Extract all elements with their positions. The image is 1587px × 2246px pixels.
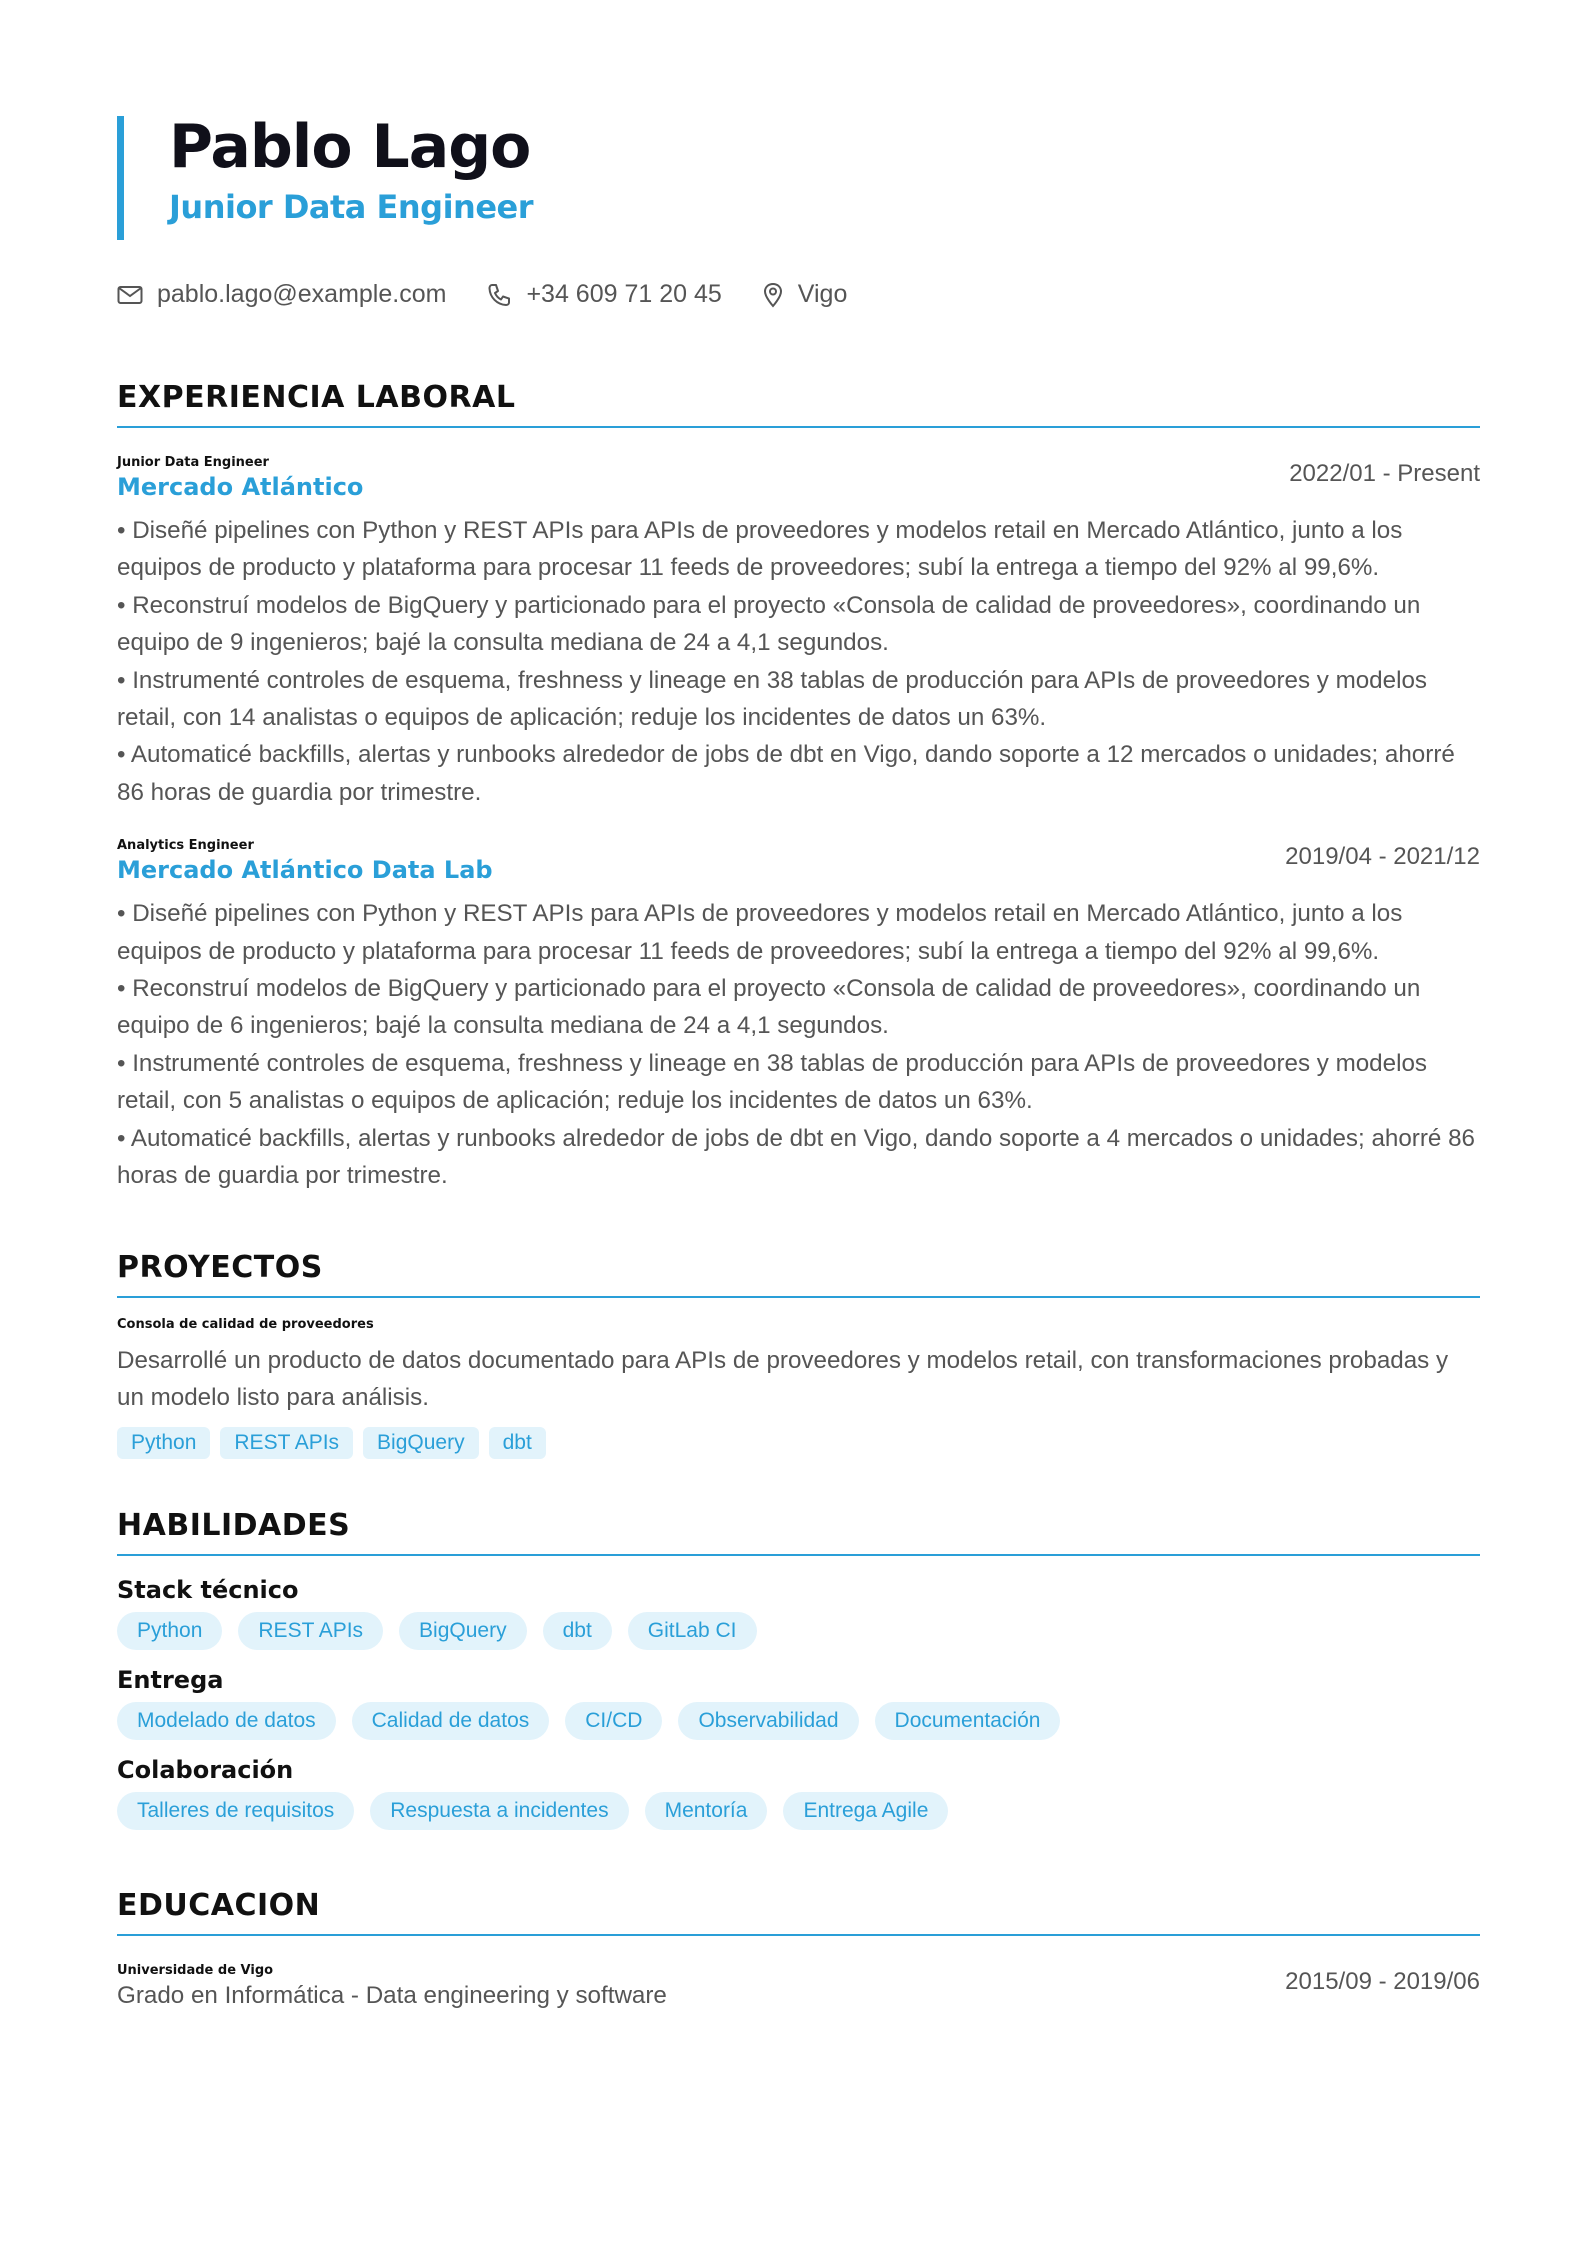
job-company: Mercado Atlántico Data Lab xyxy=(117,856,493,885)
project-tag: dbt xyxy=(489,1427,546,1459)
projects-title: PROYECTOS xyxy=(117,1248,1480,1298)
skill-group-title: Stack técnico xyxy=(117,1576,299,1604)
education-dates: 2015/09 - 2019/06 xyxy=(1285,1968,1480,1995)
contact-bar xyxy=(117,280,887,309)
project-tag: BigQuery xyxy=(363,1427,479,1459)
education-title: EDUCACION xyxy=(117,1886,1480,1936)
job-bullets xyxy=(117,512,1480,811)
skill-chip: Talleres de requisitos xyxy=(117,1792,354,1830)
resume-header xyxy=(117,112,534,240)
experience-section xyxy=(117,378,1480,1195)
skill-group xyxy=(117,1754,1480,1830)
job-role: Analytics Engineer xyxy=(117,838,254,854)
phone-icon xyxy=(486,282,512,308)
mail-icon xyxy=(117,285,143,305)
skill-chip: GitLab CI xyxy=(628,1612,757,1650)
candidate-name: Pablo Lago xyxy=(169,112,531,182)
skills-section xyxy=(117,1506,1480,1830)
skill-chips xyxy=(117,1702,1480,1740)
project-tag: REST APIs xyxy=(220,1427,353,1459)
contact-phone[interactable] xyxy=(486,280,721,309)
skills-title: HABILIDADES xyxy=(117,1506,1480,1556)
skill-group-title: Colaboración xyxy=(117,1756,294,1784)
skill-chip: dbt xyxy=(543,1612,612,1650)
map-pin-icon xyxy=(762,282,784,308)
education-degree: Grado en Informática - Data engineering y software xyxy=(117,1982,667,2009)
job-bullet: • Reconstruí modelos de BigQuery y particionado para el proyecto «Consola de calidad de proveedores», coordinando un equipo de 9 ingenieros; bajé la consulta mediana de 24 a 4,1 segundos. xyxy=(117,591,1421,657)
project-name: Consola de calidad de proveedores xyxy=(117,1317,374,1332)
skill-chips xyxy=(117,1792,1480,1830)
contact-email-text: pablo.lago@example.com xyxy=(157,280,447,308)
job-dates: 2022/01 - Present xyxy=(1289,460,1480,487)
skill-chip: Entrega Agile xyxy=(783,1792,948,1830)
project-tags xyxy=(117,1427,1480,1459)
job-bullet: • Automaticé backfills, alertas y runbooks alrededor de jobs de dbt en Vigo, dando soporte a 12 mercados o unidades; ahorré 86 horas de guardia por trimestre. xyxy=(117,741,1455,806)
contact-location xyxy=(762,280,848,309)
skill-chip: Observabilidad xyxy=(678,1702,858,1740)
skill-chip: CI/CD xyxy=(565,1702,662,1740)
contact-email[interactable] xyxy=(117,280,446,309)
job-bullet: • Reconstruí modelos de BigQuery y particionado para el proyecto «Consola de calidad de proveedores», coordinando un equipo de 6 ingenieros; bajé la consulta mediana de 24 a 4,1 segundos. xyxy=(117,975,1421,1040)
job-entry xyxy=(117,454,1480,811)
skill-chip: REST APIs xyxy=(238,1612,383,1650)
skill-chip: Documentación xyxy=(875,1702,1061,1740)
skill-chip: Python xyxy=(117,1612,222,1650)
contact-location-text: Vigo xyxy=(797,280,848,308)
skill-chips xyxy=(117,1612,1480,1650)
skill-group xyxy=(117,1574,1480,1650)
job-bullet: • Automaticé backfills, alertas y runbooks alrededor de jobs de dbt en Vigo, dando soporte a 4 mercados o unidades; ahorré 86 horas de guardia por trimestre. xyxy=(117,1124,1475,1190)
job-bullet: • Instrumenté controles de esquema, freshness y lineage en 38 tablas de producción para APIs de proveedores y modelos retail, con 14 analistas o equipos de aplicación; reduje los incidentes de datos un 63%. xyxy=(117,666,1427,732)
skill-chip: Respuesta a incidentes xyxy=(370,1792,628,1830)
job-bullet: • Instrumenté controles de esquema, freshness y lineage en 38 tablas de producción para APIs de proveedores y modelos retail, con 5 analistas o equipos de aplicación; reduje los incidentes de datos un 63%. xyxy=(117,1049,1427,1115)
projects-section xyxy=(117,1248,1480,1459)
education-section xyxy=(117,1886,1480,2012)
project-entry xyxy=(117,1316,1480,1459)
job-role: Junior Data Engineer xyxy=(117,455,269,470)
experience-title: EXPERIENCIA LABORAL xyxy=(117,378,1480,428)
project-tag: Python xyxy=(117,1427,210,1459)
candidate-role: Junior Data Engineer xyxy=(169,188,534,226)
skill-chip: Modelado de datos xyxy=(117,1702,336,1740)
education-entry xyxy=(117,1962,1480,2012)
job-entry xyxy=(117,837,1480,1194)
skill-chip: BigQuery xyxy=(399,1612,527,1650)
job-bullets xyxy=(117,895,1480,1194)
skill-chip: Mentoría xyxy=(645,1792,768,1830)
contact-phone-text: +34 609 71 20 45 xyxy=(526,280,722,308)
job-company: Mercado Atlántico xyxy=(117,473,364,501)
education-school: Universidade de Vigo xyxy=(117,1963,274,1978)
job-bullet: • Diseñé pipelines con Python y REST APIs para APIs de proveedores y modelos retail en Mercado Atlántico, junto a los equipos de producto y plataforma para procesar 11 feeds de proveedores; subí la entrega a tiempo del 92% al 99,6%. xyxy=(117,517,1403,582)
skill-group xyxy=(117,1664,1480,1740)
skill-chip: Calidad de datos xyxy=(352,1702,550,1740)
job-bullet: • Diseñé pipelines con Python y REST APIs para APIs de proveedores y modelos retail en Mercado Atlántico, junto a los equipos de producto y plataforma para procesar 11 feeds de proveedores; subí la entrega a tiempo del 92% al 99,6%. xyxy=(117,900,1403,965)
project-description: Desarrollé un producto de datos documentado para APIs de proveedores y modelos retail, con transformaciones probadas y un modelo listo para análisis. xyxy=(117,1347,1449,1412)
skill-group-title: Entrega xyxy=(117,1666,224,1694)
job-dates: 2019/04 - 2021/12 xyxy=(1285,843,1480,871)
